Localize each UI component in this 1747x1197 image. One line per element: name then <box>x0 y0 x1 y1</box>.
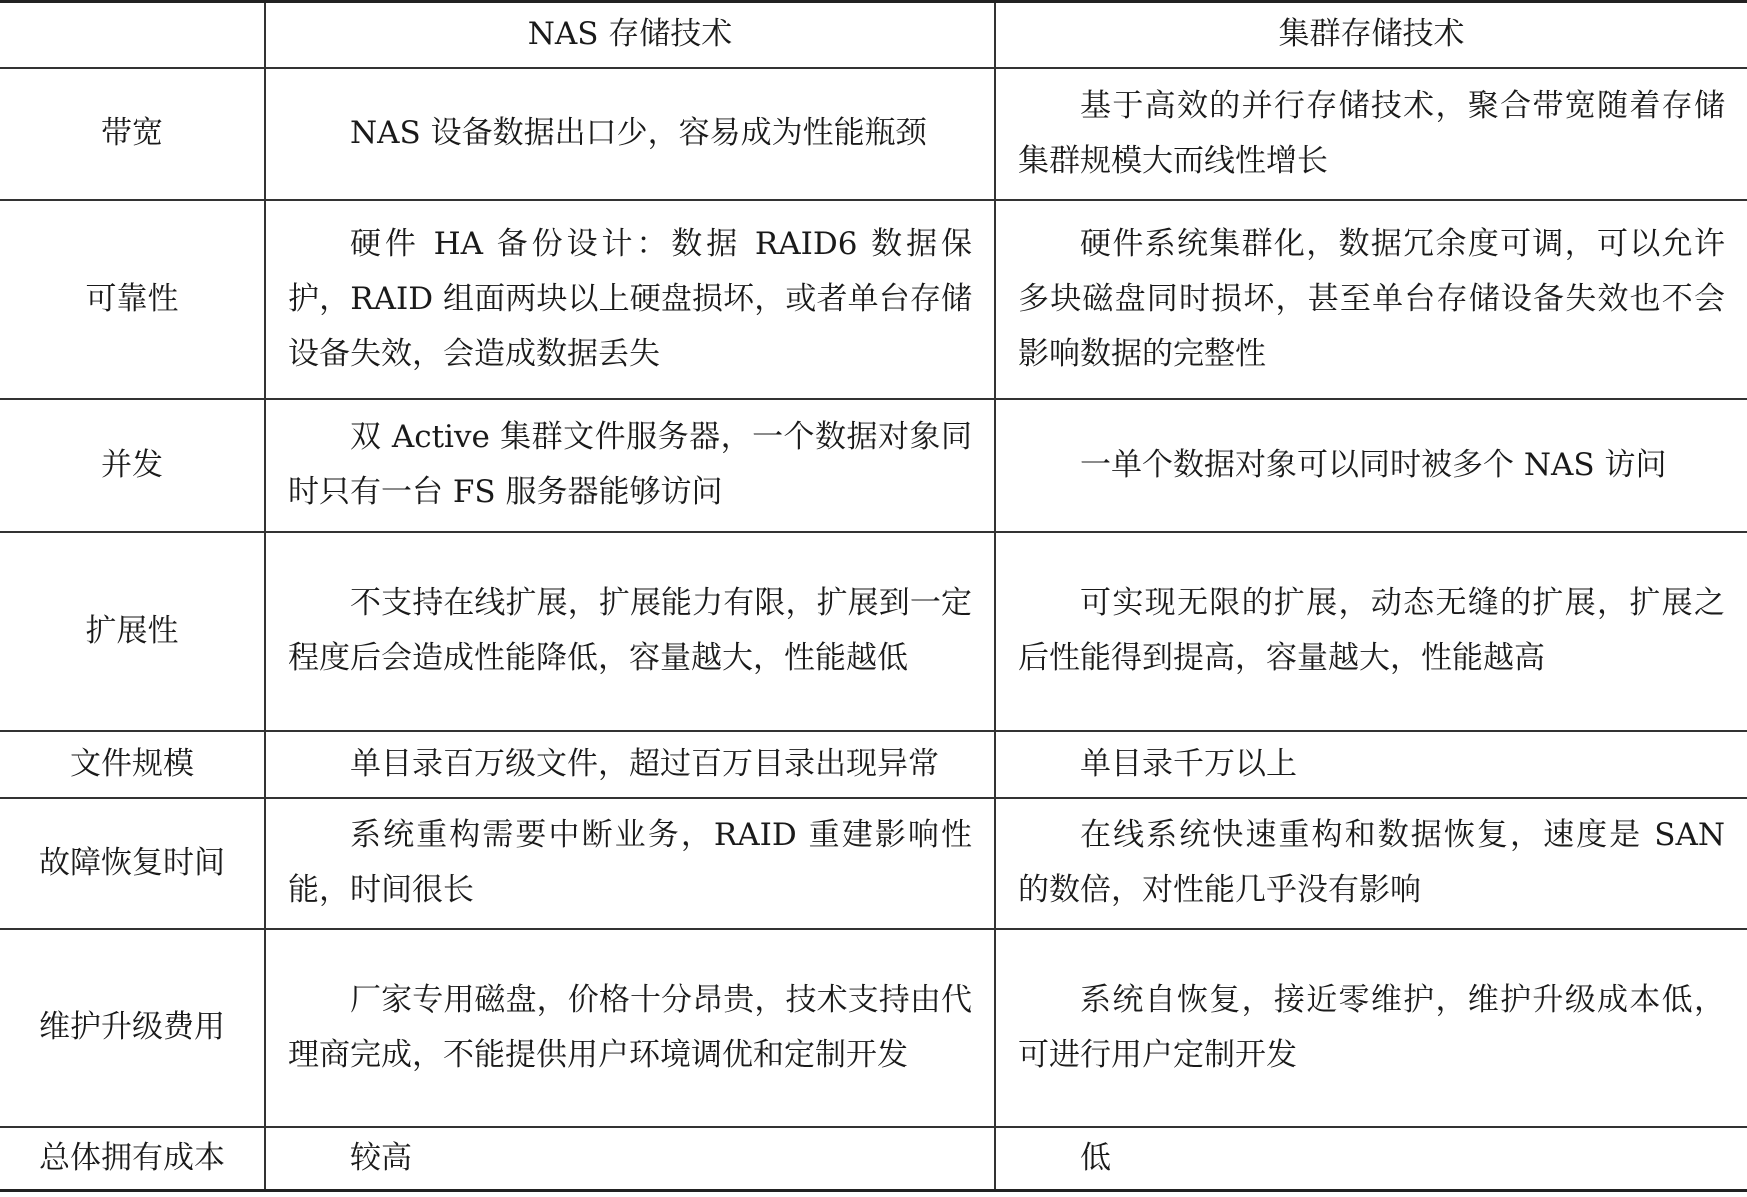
table-row <box>0 929 1747 1127</box>
table-row <box>0 399 1747 532</box>
row-label: 故障恢复时间 <box>0 798 265 929</box>
header-nas: NAS 存储技术 <box>265 2 995 68</box>
cluster-cell: 单目录千万以上 <box>995 731 1747 798</box>
cluster-cell: 可实现无限的扩展，动态无缝的扩展，扩展之后性能得到提高，容量越大，性能越高 <box>995 532 1747 731</box>
row-label: 扩展性 <box>0 532 265 731</box>
table-row <box>0 731 1747 798</box>
table-row <box>0 200 1747 399</box>
cluster-cell: 基于高效的并行存储技术，聚合带宽随着存储集群规模大而线性增长 <box>995 68 1747 200</box>
row-label: 维护升级费用 <box>0 929 265 1127</box>
nas-cell: 硬件 HA 备份设计：数据 RAID6 数据保护，RAID 组面两块以上硬盘损坏，或者单台存储设备失效，会造成数据丢失 <box>265 200 995 399</box>
nas-cell: 不支持在线扩展，扩展能力有限，扩展到一定程度后会造成性能降低，容量越大，性能越低 <box>265 532 995 731</box>
cluster-cell: 系统自恢复，接近零维护，维护升级成本低，可进行用户定制开发 <box>995 929 1747 1127</box>
nas-cell: 较高 <box>265 1127 995 1191</box>
nas-cell: 厂家专用磁盘，价格十分昂贵，技术支持由代理商完成，不能提供用户环境调优和定制开发 <box>265 929 995 1127</box>
nas-cell: 单目录百万级文件，超过百万目录出现异常 <box>265 731 995 798</box>
nas-cell: 系统重构需要中断业务，RAID 重建影响性能，时间很长 <box>265 798 995 929</box>
cluster-cell: 一单个数据对象可以同时被多个 NAS 访问 <box>995 399 1747 532</box>
table-row <box>0 68 1747 200</box>
table-row <box>0 798 1747 929</box>
row-label: 文件规模 <box>0 731 265 798</box>
header-row <box>0 2 1747 68</box>
table-row <box>0 1127 1747 1191</box>
header-blank <box>0 2 265 68</box>
row-label: 可靠性 <box>0 200 265 399</box>
row-label: 总体拥有成本 <box>0 1127 265 1191</box>
header-cluster: 集群存储技术 <box>995 2 1747 68</box>
row-label: 并发 <box>0 399 265 532</box>
cluster-cell: 硬件系统集群化，数据冗余度可调，可以允许多块磁盘同时损坏，甚至单台存储设备失效也不会影响数据的完整性 <box>995 200 1747 399</box>
nas-cell: 双 Active 集群文件服务器，一个数据对象同时只有一台 FS 服务器能够访问 <box>265 399 995 532</box>
row-label: 带宽 <box>0 68 265 200</box>
cluster-cell: 在线系统快速重构和数据恢复，速度是 SAN 的数倍，对性能几乎没有影响 <box>995 798 1747 929</box>
nas-cell: NAS 设备数据出口少，容易成为性能瓶颈 <box>265 68 995 200</box>
table-row <box>0 532 1747 731</box>
cluster-cell: 低 <box>995 1127 1747 1191</box>
